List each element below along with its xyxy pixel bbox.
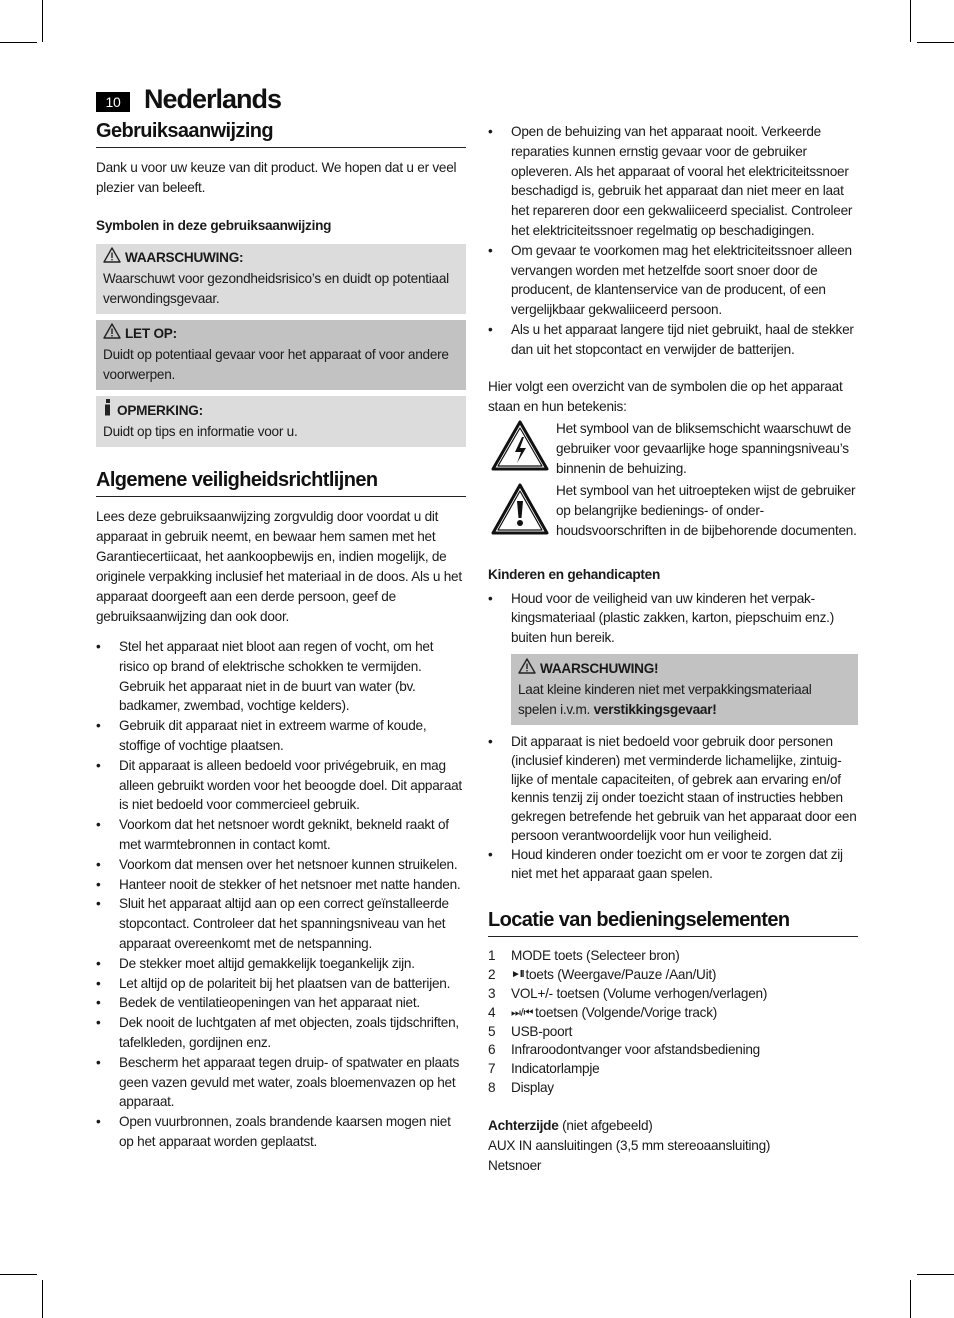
item-text: USB-poort [511, 1023, 573, 1039]
item-number: 7 [488, 1061, 496, 1077]
list-item: • Sluit het apparaat altijd aan op een correct geïnstalleerde stopcontact. Controleer dat het spanningsniveau van het apparaat overeenkomt met de netspanning. [96, 894, 466, 953]
safety-list [96, 637, 466, 1152]
children-warning-text [518, 680, 851, 720]
list-item [488, 1041, 858, 1060]
manual-intro: Dank u voor uw keuze van dit product. We hopen dat u er veel plezier van beleeft. [96, 160, 457, 195]
list-item: • Houd kinderen onder toezicht om er voor te zorgen dat zij niet met het apparaat gaan spelen. [488, 846, 858, 884]
rear-item: AUX IN aansluitingen (3,5 mm stereoaansluiting) [488, 1137, 771, 1153]
info-icon [103, 399, 113, 422]
item-text: toets (Weergave/Pauze /Aan/Uit) [525, 967, 717, 983]
crop-mark [42, 0, 43, 42]
list-item [488, 966, 858, 985]
list-item: • Houd voor de veiligheid van uw kinderen het verpakkingsmateriaal (plastic zakken, karton, piepschuim enz.) buiten hun bereik. [488, 589, 858, 648]
warning-title: WAARSCHUWING: [125, 250, 244, 265]
exclamation-warning-icon [488, 481, 552, 537]
caution-box [96, 320, 466, 390]
item-number: 8 [488, 1079, 496, 1095]
right-column [488, 122, 858, 1176]
warning-triangle-icon [103, 247, 121, 269]
list-item: • Stel het apparaat niet bloot aan regen of vocht, om het risico op brand of elektrische schokken te vermijden. Gebruik het apparaat niet in de buurt van water (bv. badkamer, zwembad, vochtige kelders). [96, 637, 466, 716]
note-text: Duidt op tips en informatie voor u. [103, 424, 298, 439]
children-heading: Kinderen en gehandicapten [488, 566, 661, 582]
list-item: • Bescherm het apparaat tegen druip- of spatwater en plaats geen vazen gevuld met water, zoals bloemenvazen op het apparaat. [96, 1053, 466, 1112]
item-number: 4 [488, 1004, 496, 1020]
list-item [488, 985, 858, 1004]
lightning-symbol-row [488, 419, 858, 479]
crop-mark [42, 1280, 43, 1318]
children-list [488, 589, 858, 648]
list-item: • De stekker moet altijd gemakkelijk toegankelijk zijn. [96, 954, 466, 974]
skip-icon: ⏭/⏮ [511, 1006, 534, 1019]
caution-text: Duidt op potentiaal gevaar voor het apparaat of voor andere voorwerpen. [103, 347, 449, 382]
crop-mark [917, 42, 954, 43]
list-item: • Hanteer nooit de stekker of het netsnoer met natte handen. [96, 875, 466, 895]
item-text: Infraroodontvanger voor afstandsbediening [511, 1042, 760, 1058]
crop-mark [910, 1280, 911, 1318]
list-item: • Let altijd op de polariteit bij het plaatsen van de batterijen. [96, 974, 466, 994]
controls-heading: Locatie van bedieningselementen [488, 909, 858, 937]
lightning-warning-icon [488, 419, 552, 473]
list-item: • Voorkom dat mensen over het netsnoer kunnen struikelen. [96, 855, 466, 875]
note-title: OPMERKING: [117, 402, 203, 418]
item-number: 6 [488, 1042, 496, 1058]
exclamation-symbol-row [488, 481, 858, 541]
item-number: 2 [488, 967, 496, 983]
list-item: • Voorkom dat het netsnoer wordt geknikt, bekneld raakt of met warmtebronnen in contact komt. [96, 815, 466, 855]
symbols-intro: Hier volgt een overzicht van de symbolen die op het apparaat staan en hun betekenis: [488, 378, 843, 414]
item-text: toetsen (Volgende/Vorige track) [535, 1004, 718, 1020]
play-pause-icon: ►II [511, 969, 524, 981]
crop-mark [910, 0, 911, 42]
list-item: • Dit apparaat is niet bedoeld voor gebruik door personen (inclusief kinderen) met verminderde lichamelijke, zintuiglijke of mentale capaciteiten, of gebrek aan ervaring en/of kennis tenzij zij onder toezicht staan of instructies hebben gekregen betrefende het gebruik van het apparaat door een persoon verantwoordelijk voor hun veiligheid. [488, 733, 858, 846]
lightning-symbol-text: Het symbool van de bliksemschicht waarschuwt de gebruiker voor gevaarlijke hoge spanningsniveau’s binnenin de behuizing. [556, 420, 851, 476]
rear-item: Netsnoer [488, 1157, 542, 1173]
caution-triangle-icon [103, 323, 121, 345]
list-item [488, 947, 858, 966]
children-list-continued [488, 733, 858, 883]
children-warning-title: WAARSCHUWING! [540, 660, 659, 676]
warning-text: Waarschuwt voor gezondheidsrisico’s en duidt op potentiaal verwondingsgevaar. [103, 271, 449, 306]
note-box [96, 396, 466, 447]
warning-box [96, 244, 466, 314]
caution-title: LET OP: [125, 326, 177, 341]
page-number: 10 [96, 92, 130, 112]
list-item: • Als u het apparaat langere tijd niet gebruikt, haal de stekker dan uit het stopcontact en verwijder de batterijen. [488, 320, 858, 360]
list-item [488, 1023, 858, 1042]
page-language-title: Nederlands [144, 84, 282, 114]
item-number: 1 [488, 948, 496, 964]
item-text: VOL+/- toetsen (Volume verhogen/verlagen) [511, 985, 768, 1001]
rear-heading [488, 1116, 858, 1136]
crop-mark [0, 42, 37, 43]
list-item: • Dek nooit de luchtgaten af met objecten, zoals tijdschriften, tafelkleden, gordijnen enz. [96, 1013, 466, 1053]
safety-intro: Lees deze gebruiksaanwijzing zorgvuldig door voordat u dit apparaat in gebruik neemt, en bewaar hem samen met het Garantiecertiicaat, het aankoopbewijs en, indien mogelijk, de originele verpakking inclusief het materiaal in de doos. Als u het apparaat doorgeeft aan een derde persoon, geef de gebruiksaanwijzing dan ook door. [96, 509, 462, 624]
list-item [488, 1004, 858, 1023]
crop-mark [917, 1274, 954, 1275]
list-item: • Gebruik dit apparaat niet in extreem warme of koude, stoffige of vochtige plaatsen. [96, 716, 466, 756]
list-item: • Dit apparaat is alleen bedoeld voor privégebruik, en mag alleen gebruikt worden voor het beoogde doel. Dit apparaat is niet bedoeld voor commercieel gebruik. [96, 756, 466, 815]
list-item: • Om gevaar te voorkomen mag het elektriciteitssnoer alleen vervangen worden met hetzelfde soort snoer door de producent, de klantenservice van de producent, of een vergelijkbaar gekwaliiceerd persoon. [488, 241, 858, 320]
manual-heading: Gebruiksaanwijzing [96, 120, 466, 148]
children-warning-text-plain: Laat kleine kinderen niet met verpakkingsmateriaal spelen i.v.m. [518, 681, 812, 717]
list-item: • Open de behuizing van het apparaat nooit. Verkeerde reparaties kunnen ernstig gevaar voor de gebruiker opleveren. Als het apparaat of vooral het elektriciteitssnoer beschadigd is, gebruik het apparaat dan niet meer en laat het repareren door een gekwaliiceerd specialist. Controleer het elektriciteitssnoer regelmatig op beschadigingen. [488, 122, 858, 241]
children-warning-text-bold: verstikkingsgevaar! [593, 701, 717, 717]
rear-label: Achterzijde [488, 1117, 559, 1133]
rear-note: (niet afgebeeld) [562, 1117, 653, 1133]
children-warning-box [511, 654, 858, 725]
safety-list-continued [488, 122, 858, 360]
list-item [488, 1079, 858, 1098]
safety-heading: Algemene veiligheidsrichtlijnen [96, 469, 466, 497]
list-item [488, 1060, 858, 1079]
controls-list [488, 947, 858, 1097]
exclamation-symbol-text: Het symbool van het uitroepteken wijst de gebruiker op belangrijke bedienings- of onderhoudsvoorschriften in de bijbehorende documenten. [556, 482, 857, 538]
list-item: • Open vuurbronnen, zoals brandende kaarsen mogen niet op het apparaat worden geplaatst. [96, 1112, 466, 1152]
left-column [96, 120, 466, 1152]
item-number: 5 [488, 1023, 496, 1039]
item-text: Display [511, 1079, 554, 1095]
crop-mark [0, 1274, 37, 1275]
warning-triangle-icon [518, 658, 536, 680]
item-number: 3 [488, 985, 496, 1001]
item-text: MODE toets (Selecteer bron) [511, 948, 680, 964]
item-text: Indicatorlampje [511, 1061, 600, 1077]
list-item: • Bedek de ventilatieopeningen van het apparaat niet. [96, 993, 466, 1013]
symbols-heading: Symbolen in deze gebruiksaanwijzing [96, 218, 332, 233]
